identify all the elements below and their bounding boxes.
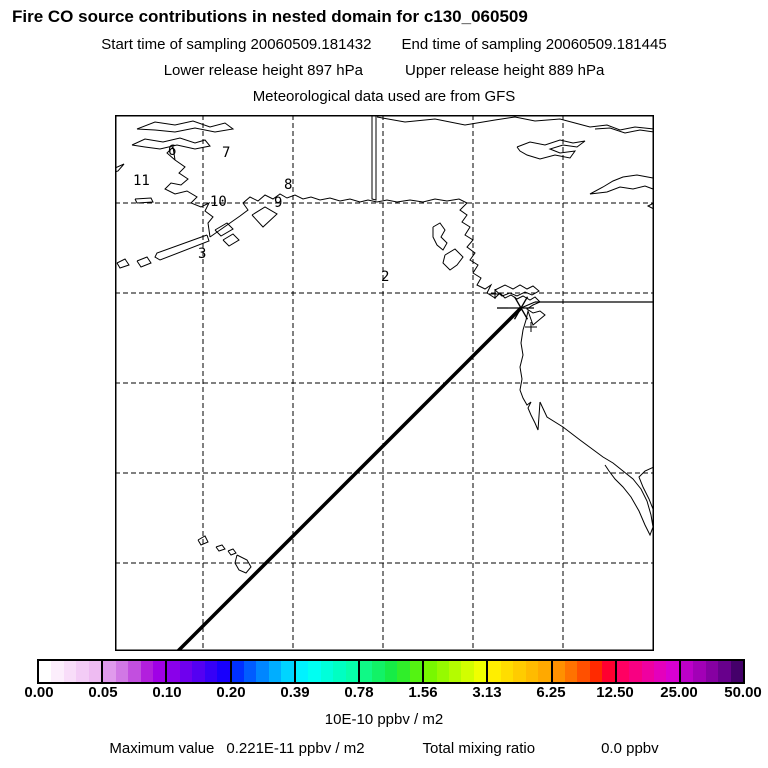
colorbar-cell (321, 661, 333, 682)
map-canvas (115, 115, 654, 651)
colorbar-tick: 0.05 (88, 684, 118, 701)
colorbar-tick-labels (24, 684, 762, 702)
colorbar-cell (642, 661, 654, 682)
colorbar-cell (296, 661, 308, 682)
end-time-text: End time of sampling 20060509.181445 (401, 36, 667, 53)
colorbar-segment (488, 661, 552, 682)
colorbar-segment (681, 661, 743, 682)
fire-source-number: 2 (381, 269, 390, 285)
colorbar-cell (269, 661, 281, 682)
sampling-times-line (0, 36, 768, 53)
colorbar-cell (385, 661, 397, 682)
colorbar-cell (553, 661, 565, 682)
colorbar-cell (76, 661, 88, 682)
colorbar-cell (217, 661, 229, 682)
colorbar-cell (602, 661, 614, 682)
colorbar-segment (617, 661, 681, 682)
colorbar-cell (577, 661, 589, 682)
colorbar-cell (64, 661, 76, 682)
colorbar-tick: 25.00 (660, 684, 698, 701)
plot-title: Fire CO source contributions in nested domain for c130_060509 (12, 7, 528, 26)
colorbar-cell (488, 661, 500, 682)
colorbar-segment (167, 661, 231, 682)
coastline (377, 117, 654, 130)
colorbar-cell (333, 661, 345, 682)
fire-source-number: 3 (198, 246, 207, 262)
colorbar-cell (51, 661, 63, 682)
colorbar-cell (526, 661, 538, 682)
flight-track-line (178, 308, 521, 651)
colorbar-cell (281, 661, 293, 682)
colorbar-unit-label: 10E-10 ppbv / m2 (324, 711, 444, 728)
fire-source-number: 10 (210, 194, 227, 210)
colorbar-tick: 1.56 (408, 684, 438, 701)
colorbar-cell (565, 661, 577, 682)
colorbar-cell (141, 661, 153, 682)
colorbar-cell (461, 661, 473, 682)
coastline (433, 223, 447, 250)
fire-source-number: 9 (274, 195, 283, 211)
mixing-ratio-value: 0.0 ppbv (601, 740, 659, 757)
colorbar-cell (629, 661, 641, 682)
fire-source-number: 7 (222, 145, 231, 161)
met-source-line: Meteorological data used are from GFS (252, 88, 516, 105)
coastline (135, 198, 153, 203)
coastline (223, 234, 239, 246)
colorbar-cell (617, 661, 629, 682)
colorbar-cell (39, 661, 51, 682)
colorbar-cell (654, 661, 666, 682)
colorbar-cell (424, 661, 436, 682)
upper-release-text: Upper release height 889 hPa (405, 62, 605, 79)
colorbar-cell (205, 661, 217, 682)
coastline (137, 121, 233, 132)
colorbar-cell (397, 661, 409, 682)
mixing-ratio-label: Total mixing ratio (422, 740, 536, 757)
colorbar-cell (437, 661, 449, 682)
release-heights-line (0, 62, 768, 79)
coastline (210, 194, 467, 237)
fire-source-number: 11 (133, 173, 150, 189)
coastline (235, 555, 251, 573)
colorbar-cell (128, 661, 140, 682)
colorbar-segment (424, 661, 488, 682)
colorbar-cell (103, 661, 115, 682)
colorbar-cell (538, 661, 550, 682)
colorbar-segment (39, 661, 103, 682)
colorbar-cell (513, 661, 525, 682)
colorbar-tick: 0.10 (152, 684, 182, 701)
colorbar-segment (232, 661, 296, 682)
colorbar-cell (706, 661, 718, 682)
colorbar-cell (167, 661, 179, 682)
colorbar-cell (116, 661, 128, 682)
colorbar-cell (180, 661, 192, 682)
colorbar-cell (731, 661, 743, 682)
colorbar (37, 659, 745, 684)
start-time-text: Start time of sampling 20060509.181432 (101, 36, 372, 53)
colorbar-cell (693, 661, 705, 682)
coastline (540, 402, 653, 535)
colorbar-cell (256, 661, 268, 682)
colorbar-tick: 0.20 (216, 684, 246, 701)
colorbar-cell (501, 661, 513, 682)
colorbar-tick: 3.13 (472, 684, 502, 701)
colorbar-cell (681, 661, 693, 682)
colorbar-cell (192, 661, 204, 682)
coastline (216, 545, 225, 551)
stats-line (0, 740, 768, 757)
lower-release-text: Lower release height 897 hPa (163, 62, 363, 79)
map-panel (115, 115, 654, 651)
colorbar-cell (244, 661, 256, 682)
coastline (137, 257, 151, 267)
colorbar-cell (346, 661, 358, 682)
colorbar-tick: 0.39 (280, 684, 310, 701)
colorbar-tick: 6.25 (536, 684, 566, 701)
colorbar-cell (360, 661, 372, 682)
colorbar-segment (103, 661, 167, 682)
colorbar-cell (89, 661, 101, 682)
coastline (165, 147, 213, 237)
colorbar-tick: 50.00 (724, 684, 762, 701)
fire-source-number: 6 (168, 143, 177, 159)
colorbar-cell (666, 661, 678, 682)
coastline (443, 249, 463, 270)
colorbar-cell (372, 661, 384, 682)
colorbar-cell (590, 661, 602, 682)
colorbar-segment (553, 661, 617, 682)
coastline (215, 223, 233, 236)
colorbar-tick: 12.50 (596, 684, 634, 701)
colorbar-cell (232, 661, 244, 682)
colorbar-segment (360, 661, 424, 682)
coastline (590, 175, 653, 194)
colorbar-cell (308, 661, 320, 682)
coastline (517, 140, 585, 159)
colorbar-tick: 0.78 (344, 684, 374, 701)
colorbar-cell (449, 661, 461, 682)
colorbar-cell (474, 661, 486, 682)
colorbar-cell (153, 661, 165, 682)
max-value: 0.221E-11 ppbv / m2 (226, 740, 365, 757)
fire-source-number: 8 (284, 177, 293, 193)
colorbar-cell (718, 661, 730, 682)
coastline (228, 549, 236, 555)
domain-boundary-line (372, 115, 376, 200)
colorbar-cell (410, 661, 422, 682)
colorbar-tick: 0.00 (24, 684, 54, 701)
max-value-label: Maximum value (109, 740, 215, 757)
coastline (117, 259, 129, 268)
colorbar-segment (296, 661, 360, 682)
